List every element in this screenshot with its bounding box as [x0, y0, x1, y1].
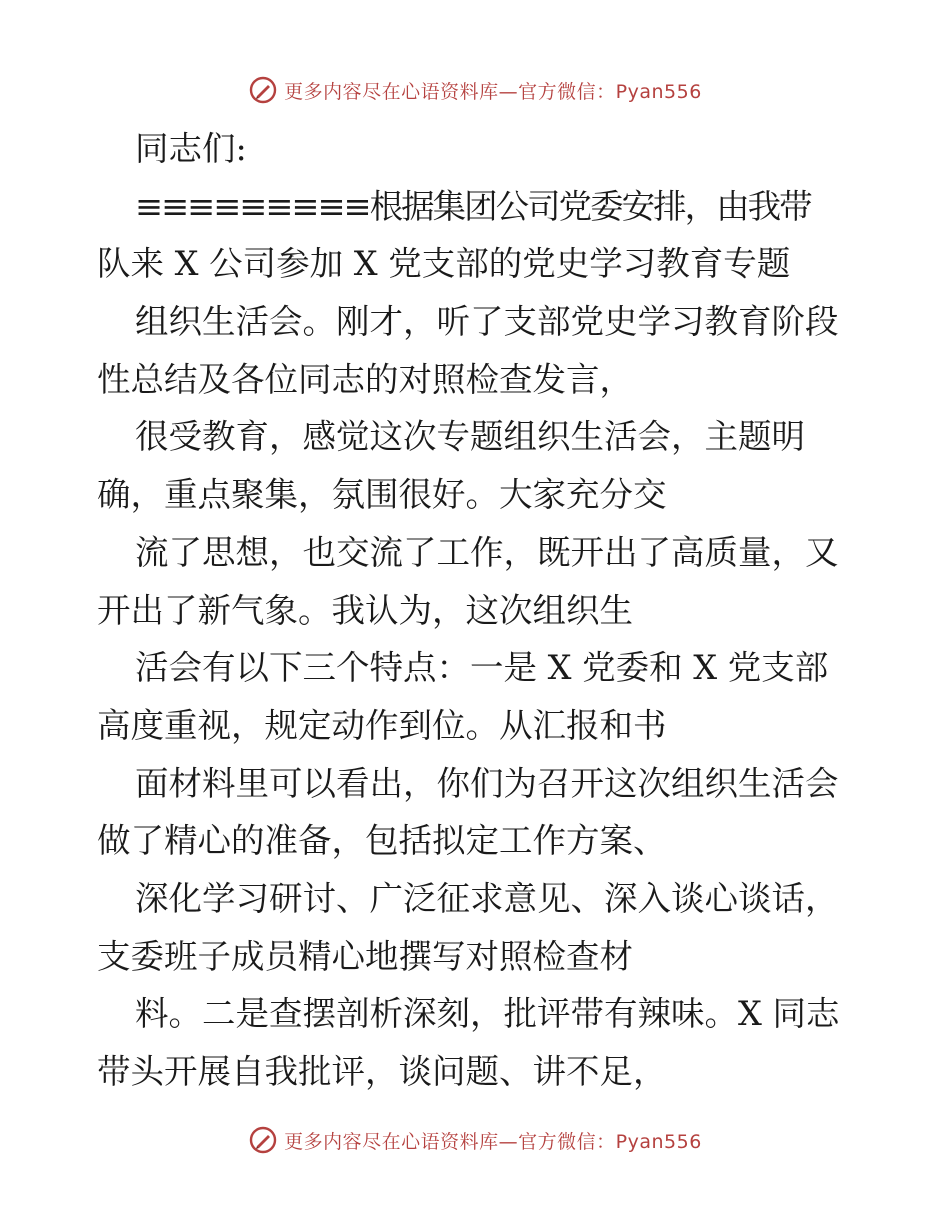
document-body	[97, 120, 857, 1101]
text-line: 支委班子成员精心地撰写对照检查材	[97, 936, 633, 976]
text-line: 开出了新气象。我认为，这次组织生	[97, 590, 633, 630]
watermark-text: 更多内容尽在心语资料库—官方微信：Pyan556	[284, 80, 702, 103]
text-line: 性总结及各位同志的对照检查发言，	[97, 359, 633, 399]
text-line: 队来 X 公司参加 X 党支部的党史学习教育专题	[97, 244, 791, 284]
watermark-text: 更多内容尽在心语资料库—官方微信：Pyan556	[284, 1130, 702, 1153]
header-watermark	[0, 70, 950, 110]
text-line: 料。二是查摆剖析深刻，批评带有辣味。X 同志	[135, 994, 840, 1034]
text-line: 组织生活会。刚才，听了支部党史学习教育阶段	[135, 302, 839, 342]
text-line: 深化学习研讨、广泛征求意见、深入谈心谈话，	[135, 878, 839, 918]
text-line: 面材料里可以看出，你们为召开这次组织生活会	[135, 763, 839, 803]
text-line: 高度重视，规定动作到位。从汇报和书	[97, 705, 667, 745]
text-line: 流了思想，也交流了工作，既开出了高质量，又	[135, 532, 839, 572]
pen-logo-icon	[248, 75, 278, 105]
footer-watermark	[0, 1120, 950, 1160]
text-line: ≡≡≡≡≡≡≡≡≡根据集团公司党委安排，由我带	[135, 186, 811, 226]
pen-logo-icon	[248, 1125, 278, 1155]
text-line: 很受教育，感觉这次专题组织生活会，主题明	[135, 417, 805, 457]
text-line: 做了精心的准备，包括拟定工作方案、	[97, 821, 667, 861]
text-line: 带头开展自我批评，谈问题、讲不足，	[97, 1052, 667, 1091]
text-line: 活会有以下三个特点：一是 X 党委和 X 党支部	[135, 648, 829, 688]
text-line: 同志们:	[135, 129, 247, 168]
text-line: 确，重点聚集，氛围很好。大家充分交	[97, 475, 667, 515]
